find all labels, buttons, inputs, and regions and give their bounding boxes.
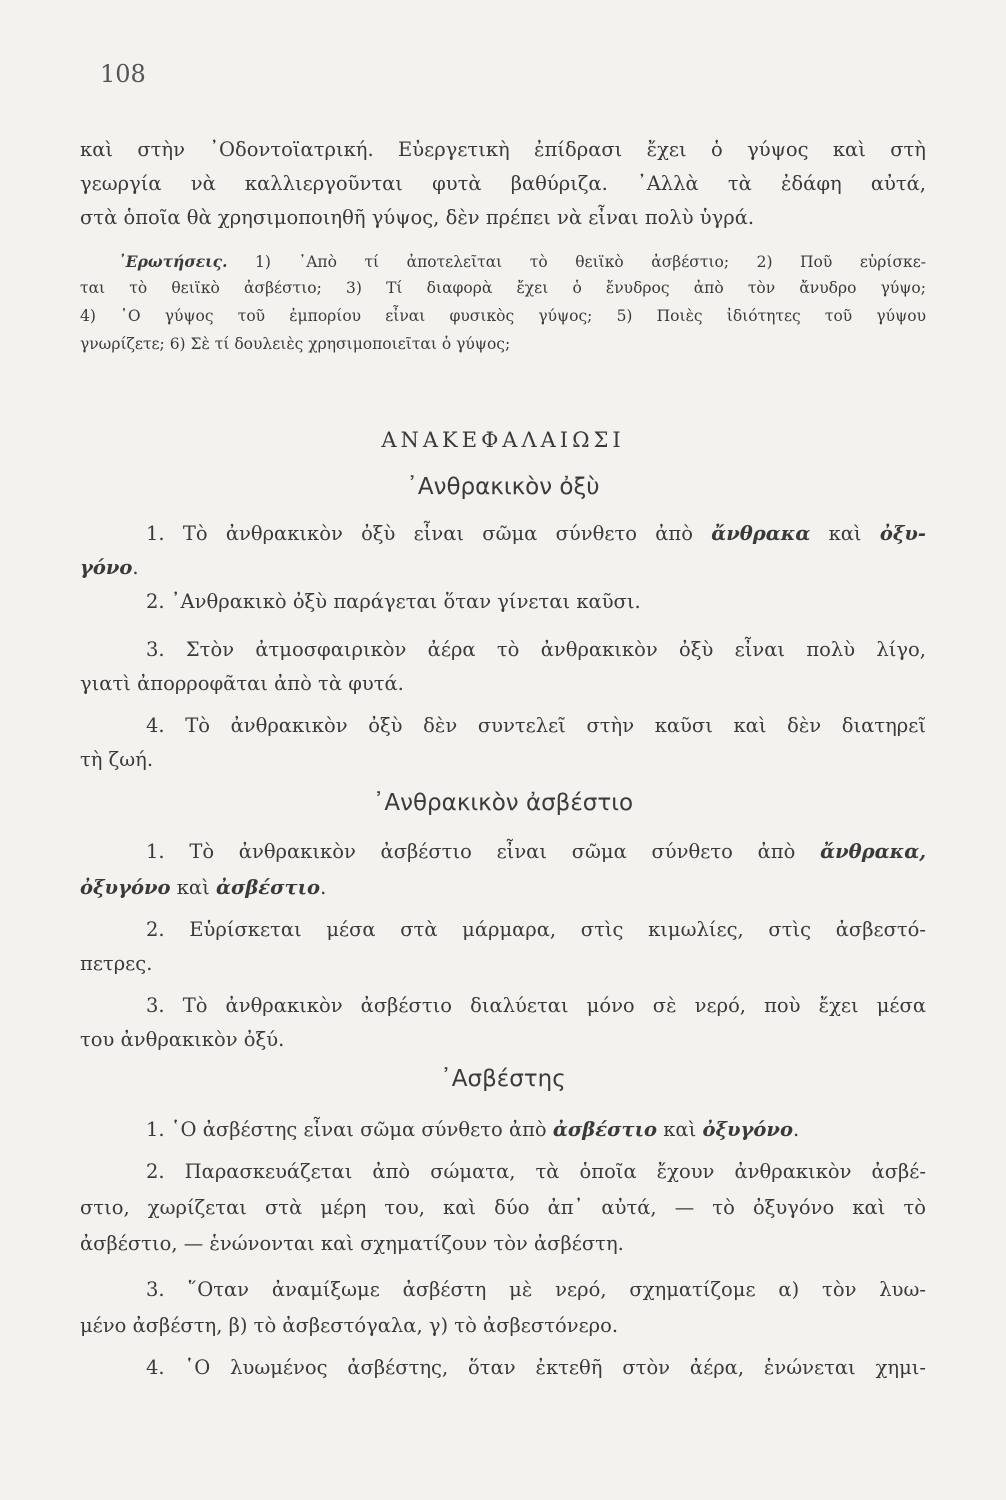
questions-line-1-text: 1) ᾿Απὸ τί ἀποτελεῖται τὸ θειϊκὸ ἀσβέστιο; 2) Ποῦ εὑρίσκε- (255, 253, 926, 271)
sec1-p4-line2: τὴ ζωή. (80, 748, 154, 771)
section-title-carbonic-acid: ᾿Ανθρακικὸν ὀξὺ (406, 474, 600, 500)
page-number: 108 (100, 60, 146, 88)
sec3-p2-line3: ἀσβέστιο, — ἑνώνονται καὶ σχηματίζουν τὸν ἀσβέστη. (80, 1232, 624, 1255)
section-title-lime: ᾿Ασβέστης (440, 1066, 566, 1092)
sec3-p2-line2: στιο, χωρίζεται στὰ μέρη του, καὶ δύο ἀπ᾿ αὐτά, — τὸ ὀξυγόνο καὶ τὸ (80, 1196, 926, 1219)
sec1-p3-line1: 3. Στὸν ἀτμοσφαιρικὸν ἀέρα τὸ ἀνθρακικὸν ὀξὺ εἶναι πολὺ λίγο, (146, 638, 926, 661)
sec1-p3-line2: γιατὶ ἀπορροφᾶται ἀπὸ τὰ φυτά. (80, 672, 404, 695)
questions-line-2: ται τὸ θειϊκὸ ἀσβέστιο; 3) Τί διαφορὰ ἔχει ὁ ἔνυδρος ἀπὸ τὸν ἄνυδρο γύψο; (80, 279, 926, 297)
sec3-p3-line2: μένο ἀσβέστη, β) τὸ ἀσβεστόγαλα, γ) τὸ ἀσβεστόνερο. (80, 1314, 619, 1337)
questions-line-3: 4) ῾Ο γύψος τοῦ ἐμπορίου εἶναι φυσικὸς γύψος; 5) Ποιὲς ἰδιότητες τοῦ γύψου (80, 307, 926, 325)
questions-label: ᾿Ερωτήσεις. (118, 252, 228, 271)
sec3-p1: 1. ῾Ο ἀσβέστης εἶναι σῶμα σύνθετο ἀπὸ ἀσβέστιο καὶ ὀξυγόνο. (146, 1118, 800, 1141)
sec2-p2-line1: 2. Εὑρίσκεται μέσα στὰ μάρμαρα, στὶς κιμωλίες, στὶς ἀσβεστό- (146, 918, 926, 941)
sec1-p1-line2: γόνο. (80, 556, 139, 579)
intro-line-2: γεωργία νὰ καλλιεργοῦνται φυτὰ βαθύριζα. ᾿Αλλὰ τὰ ἐδάφη αὐτά, (80, 172, 926, 195)
sec2-p3-line1: 3. Τὸ ἀνθρακικὸν ἀσβέστιο διαλύεται μόνο σὲ νερό, ποὺ ἔχει μέσα (146, 994, 926, 1017)
sec2-p2-line2: πετρες. (80, 952, 153, 975)
sec3-p3-line1: 3. ῞Οταν ἀναμίξωμε ἀσβέστη μὲ νερό, σχηματίζομε α) τὸν λυω- (146, 1278, 926, 1301)
sec2-p1-line2: ὀξυγόνο καὶ ἀσβέστιο. (80, 876, 327, 899)
section-title-calcium-carbonate: ᾿Ανθρακικὸν ἀσβέστιο (372, 790, 634, 816)
questions-line-4: γνωρίζετε; 6) Σὲ τί δουλειὲς χρησιμοποιεῖται ὁ γύψος; (80, 335, 511, 353)
sec1-p2: 2. ᾿Ανθρακικὸ ὀξὺ παράγεται ὅταν γίνεται καῦσι. (146, 590, 641, 613)
intro-line-3: στὰ ὁποῖα θὰ χρησιμοποιηθῆ γύψος, δὲν πρέπει νὰ εἶναι πολὺ ὑγρά. (80, 206, 755, 229)
sec3-p4-line1: 4. ῾Ο λυωμένος ἀσβέστης, ὅταν ἐκτεθῆ στὸν ἀέρα, ἑνώνεται χημι- (146, 1356, 926, 1379)
sec3-p2-line1: 2. Παρασκευάζεται ἀπὸ σώματα, τὰ ὁποῖα ἔχουν ἀνθρακικὸν ἀσβέ- (146, 1160, 926, 1183)
intro-line-1: καὶ στὴν ᾿Οδοντοϊατρική. Εὐεργετικὴ ἐπίδρασι ἔχει ὁ γύψος καὶ στὴ (80, 138, 926, 161)
questions-line-1 (118, 254, 926, 271)
sec2-p3-line2: του ἀνθρακικὸν ὀξύ. (80, 1028, 285, 1051)
sec1-p1-line1: 1. Τὸ ἀνθρακικὸν ὀξὺ εἶναι σῶμα σύνθετο ἀπὸ ἄνθρακα καὶ ὀξυ- (146, 522, 927, 545)
sec1-p4-line1: 4. Τὸ ἀνθρακικὸν ὀξὺ δὲν συντελεῖ στὴν καῦσι καὶ δὲν διατηρεῖ (146, 714, 926, 737)
summary-title: ΑΝΑΚΕΦΑΛΑΙΩΣΙ (381, 428, 625, 452)
sec2-p1-line1: 1. Τὸ ἀνθρακικὸν ἀσβέστιο εἶναι σῶμα σύνθετο ἀπὸ ἄνθρακα, (146, 840, 926, 863)
